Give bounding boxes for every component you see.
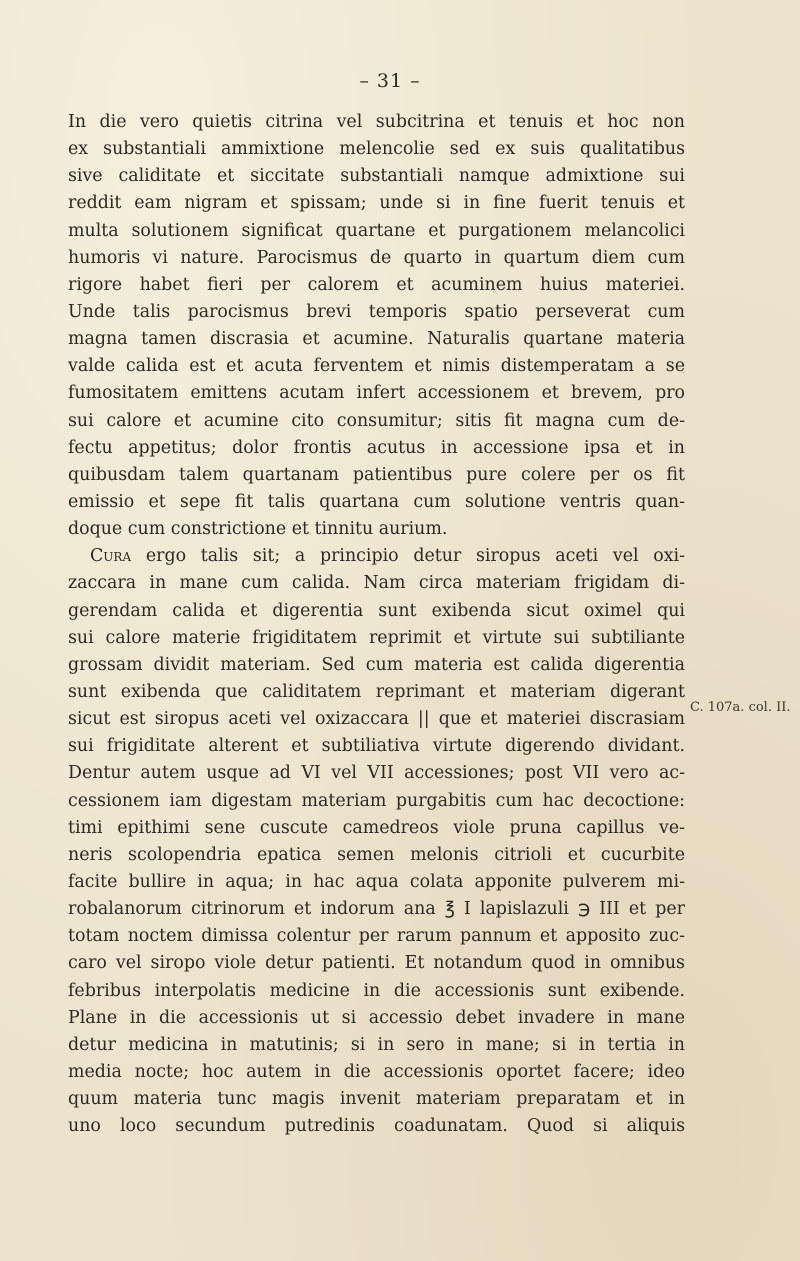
text-line: media nocte; hoc autem in die accessionis oportet facere; ideo [68,1061,685,1082]
text-line: febribus interpolatis medicine in die accessionis sunt exibende. [68,980,685,1001]
text-line: sui frigiditate alterent et subtiliativa virtute digerendo dividant. [68,736,685,757]
text-line: Unde talis parocismus brevi temporis spatio perseverat cum [68,301,685,322]
text-line: sui calore materie frigiditatem reprimit et virtute sui subtiliante [68,627,685,648]
text-line: ex substantiali ammixtione melencolie sed ex suis qualitatibus [68,139,685,160]
text-line: sive caliditate et siccitate substantiali namque admixtione sui [68,166,685,187]
text-line: magna tamen discrasia et acumine. Naturalis quartane materia [68,329,685,350]
text-line: multa solutionem significat quartane et purgationem melancolici [68,220,685,241]
text-line: quibusdam talem quartanam patientibus pure colere per os fit [68,464,685,485]
text-line: robalanorum citrinorum et indorum ana ℥ I lapislazuli ℈ III et per [68,899,685,920]
text-line: sicut est siropus aceti vel oxizaccara || que et materiei discrasiam [68,709,685,730]
paragraph-1 [68,109,685,543]
text-line: timi epithimi sene cuscute camedreos viole pruna capillus ve- [68,817,685,838]
text-line [68,543,685,570]
text-line: reddit eam nigram et spissam; unde si in fine fuerit tenuis et [68,193,685,214]
text-line: rigore habet fieri per calorem et acuminem huius materiei. [68,274,685,295]
text-line: fectu appetitus; dolor frontis acutus in accessione ipsa et in [68,437,685,458]
text-line: caro vel siropo viole detur patienti. Et notandum quod in omnibus [68,953,685,974]
text-line: sui calore et acumine cito consumitur; sitis fit magna cum de- [68,410,685,431]
paragraph-2 [68,543,685,1140]
page-number: – 31 – [359,70,421,92]
text-line: fumositatem emittens acutam infert accessionem et brevem, pro [68,383,685,404]
text-line: In die vero quietis citrina vel subcitrina et tenuis et hoc non [68,112,685,132]
text-line: quum materia tunc magis invenit materiam preparatam et in [68,1089,685,1110]
text-line: neris scolopendria epatica semen melonis citrioli et cucurbite [68,844,685,865]
text-span: ergo talis sit; a principio detur siropus aceti vel oxi- [131,546,685,567]
text-line: Dentur autem usque ad VI vel VII accessiones; post VII vero ac- [68,763,685,784]
text-line: doque cum constrictione et tinnitu aurium. [68,519,448,540]
text-line: detur medicina in matutinis; si in sero in mane; si in tertia in [68,1034,685,1055]
text-line: totam noctem dimissa colentur per rarum pannum et apposito zuc- [68,926,685,947]
cura-heading: Cura [90,546,132,567]
text-line: grossam dividit materiam. Sed cum materia est calida digerentia [68,654,685,675]
text-line: valde calida est et acuta ferventem et nimis distemperatam a se [68,356,685,377]
text-line: zaccara in mane cum calida. Nam circa materiam frigidam di- [68,573,685,594]
text-line: Plane in die accessionis ut si accessio debet invadere in mane [68,1007,685,1028]
text-line: emissio et sepe fit talis quartana cum solutione ventris quan- [68,491,685,512]
text-line: sunt exibenda que caliditatem reprimant et materiam digerant [68,681,685,702]
text-line: cessionem iam digestam materiam purgabitis cum hac decoctione: [68,790,685,811]
text-line: facite bullire in aqua; in hac aqua colata apponite pulverem mi- [68,871,685,892]
text-line: humoris vi nature. Parocismus de quarto in quartum diem cum [68,247,685,268]
text-line: uno loco secundum putredinis coadunatam. Quod si aliquis [68,1116,685,1137]
text-line: gerendam calida et digerentia sunt exibenda sicut oximel qui [68,600,685,621]
body-text [68,109,685,1140]
margin-reference: C. 107a. col. II. [690,700,791,715]
